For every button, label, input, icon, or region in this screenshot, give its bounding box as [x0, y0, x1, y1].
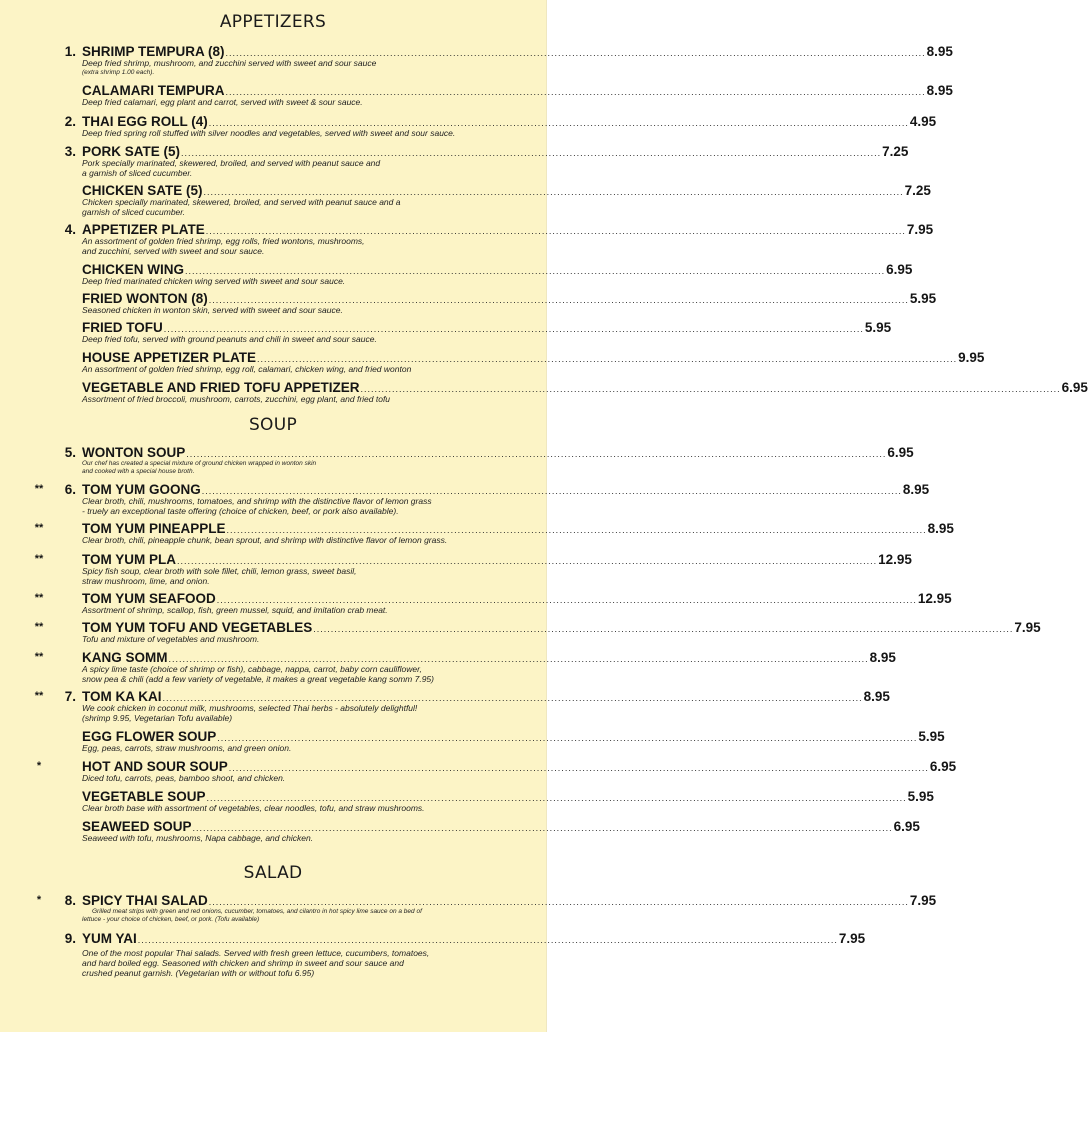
dot-leader: ........................................................................................................................................................................................................	[206, 793, 907, 803]
item-description: Pork specially marinated, skewered, broiled, and served with peanut sauce and	[82, 158, 381, 168]
dot-leader: ........................................................................................................................................................................................................	[313, 624, 1014, 634]
item-number: 9.	[64, 931, 76, 946]
item-description: Deep fried marinated chicken wing served with sweet and sour sauce.	[82, 276, 346, 286]
item-name: KANG SOMM	[82, 650, 168, 665]
item-description: Deep fried spring roll stuffed with silver noodles and vegetables, served with sweet and sour sauce.	[82, 128, 456, 138]
section-title-salad: SALAD	[243, 863, 303, 883]
item-price: 7.95	[906, 222, 934, 237]
item-title-row	[82, 893, 937, 909]
item-name: FRIED WONTON (8)	[82, 291, 208, 306]
item-price: 6.95	[929, 759, 957, 774]
item-name: VEGETABLE SOUP	[82, 789, 206, 804]
dot-leader: ........................................................................................................................................................................................................	[208, 897, 909, 907]
item-title-row	[82, 445, 914, 461]
item-price: 5.95	[864, 320, 892, 335]
dot-leader: ........................................................................................................................................................................................................	[163, 324, 864, 334]
dot-leader: ........................................................................................................................................................................................................	[177, 556, 878, 566]
item-price: 5.95	[909, 291, 937, 306]
item-name: EGG FLOWER SOUP	[82, 729, 217, 744]
item-description: Our chef has created a special mixture of ground chicken wrapped in wonton skin	[82, 460, 317, 467]
item-description-line2: garnish of sliced cucumber.	[82, 207, 186, 217]
item-price: 7.95	[1014, 620, 1041, 635]
item-price: 5.95	[907, 789, 934, 804]
item-name: VEGETABLE AND FRIED TOFU APPETIZER	[82, 380, 360, 395]
item-price: 7.25	[904, 183, 931, 198]
spicy-marker: *	[36, 894, 42, 906]
spicy-marker: **	[34, 592, 44, 604]
item-price: 6.95	[1061, 380, 1088, 395]
dot-leader: ........................................................................................................................................................................................................	[137, 935, 838, 945]
item-description: An assortment of golden fried shrimp, egg roll, calamari, chicken wing, and fried wonton	[82, 364, 412, 374]
item-name: CALAMARI TEMPURA	[82, 83, 225, 98]
item-description: Deep fried shrimp, mushroom, and zucchini served with sweet and sour sauce	[82, 58, 377, 68]
item-name: FRIED TOFU	[82, 320, 163, 335]
item-description: Deep fried calamari, egg plant and carrot, served with sweet & sour sauce.	[82, 97, 363, 107]
item-price: 8.95	[902, 482, 930, 497]
item-name: TOM YUM TOFU AND VEGETABLES	[82, 620, 313, 635]
item-description: We cook chicken in coconut milk, mushrooms, selected Thai herbs - absolutely delightful!	[82, 703, 418, 713]
item-price: 7.95	[838, 931, 866, 946]
dot-leader: ........................................................................................................................................................................................................	[192, 823, 893, 833]
item-description-line2: and zucchini, served with sweet and sour sauce.	[82, 246, 265, 256]
item-name: HOUSE APPETIZER PLATE	[82, 350, 257, 365]
spicy-marker: **	[34, 483, 44, 495]
item-name: SEAWEED SOUP	[82, 819, 192, 834]
dot-leader: ........................................................................................................................................................................................................	[257, 354, 958, 364]
dot-leader: ........................................................................................................................................................................................................	[181, 148, 882, 158]
item-note: (extra shrimp 1.00 each).	[82, 69, 155, 76]
dot-leader: ........................................................................................................................................................................................................	[216, 595, 917, 605]
item-name: APPETIZER PLATE	[82, 222, 205, 237]
item-description: A spicy lime taste (choice of shrimp or fish), cabbage, nappa, carrot, baby corn cauliflower,	[82, 664, 422, 674]
item-name: TOM KA KAI	[82, 689, 162, 704]
dot-leader: ........................................................................................................................................................................................................	[168, 654, 869, 664]
item-description: An assortment of golden fried shrimp, egg rolls, fried wontons, mushrooms,	[82, 236, 365, 246]
dot-leader: ........................................................................................................................................................................................................	[225, 48, 926, 58]
item-description: Chicken specially marinated, skewered, broiled, and served with peanut sauce and a	[82, 197, 401, 207]
item-description: Clear broth base with assortment of vegetables, clear noodles, tofu, and straw mushrooms.	[82, 803, 425, 813]
item-number: 3.	[64, 144, 76, 159]
spicy-marker: *	[36, 760, 42, 772]
item-description: One of the most popular Thai salads. Served with fresh green lettuce, cucumbers, tomatoes,	[82, 948, 430, 958]
item-name: WONTON SOUP	[82, 445, 186, 460]
item-price: 8.95	[869, 650, 896, 665]
item-price: 8.95	[926, 44, 953, 59]
dot-leader: ........................................................................................................................................................................................................	[203, 187, 904, 197]
item-number: 5.	[64, 445, 76, 460]
item-description: Clear broth, chili, mushrooms, tomatoes, and shrimp with the distinctive flavor of lemon grass	[82, 496, 432, 506]
item-description: Diced tofu, carrots, peas, bamboo shoot, and chicken.	[82, 773, 286, 783]
item-name: TOM YUM SEAFOOD	[82, 591, 216, 606]
dot-leader: ........................................................................................................................................................................................................	[201, 486, 902, 496]
item-description: Egg, peas, carrots, straw mushrooms, and green onion.	[82, 743, 292, 753]
item-price: 12.95	[917, 591, 952, 606]
spicy-marker: **	[34, 553, 44, 565]
item-number: 6.	[64, 482, 76, 497]
item-name: TOM YUM PINEAPPLE	[82, 521, 226, 536]
item-description: Tofu and mixture of vegetables and mushroom.	[82, 634, 260, 644]
item-number: 8.	[64, 893, 76, 908]
dot-leader: ........................................................................................................................................................................................................	[217, 733, 918, 743]
item-description-line2: snow pea & chili (add a few variety of vegetable, it makes a great vegetable kang somm 7.95)	[82, 674, 434, 684]
item-description-line2: - truely an exceptional taste offering (choice of chicken, beef, or pork also available).	[82, 506, 399, 516]
item-description: Deep fried tofu, served with ground peanuts and chili in sweet and sour sauce.	[82, 334, 377, 344]
item-name: SPICY THAI SALAD	[82, 893, 208, 908]
item-price: 12.95	[878, 552, 912, 567]
section-title-soup: SOUP	[248, 415, 298, 435]
item-price: 7.95	[909, 893, 937, 908]
item-name: SHRIMP TEMPURA (8)	[82, 44, 225, 59]
item-description: Spicy fish soup, clear broth with sole fillet, chili, lemon grass, sweet basil,	[82, 566, 357, 576]
item-description-line2: (shrimp 9.95, Vegetarian Tofu available)	[82, 713, 233, 723]
item-title-row	[82, 931, 866, 947]
item-price: 8.95	[927, 521, 954, 536]
item-number: 7.	[64, 689, 76, 704]
item-description: Assortment of fried broccoli, mushroom, carrots, zucchini, egg plant, and fried tofu	[82, 394, 391, 404]
item-description-line2: a garnish of sliced cucumber.	[82, 168, 193, 178]
section-title-appetizers: APPETIZERS	[219, 12, 327, 32]
item-description-line2: straw mushroom, lime, and onion.	[82, 576, 210, 586]
dot-leader: ........................................................................................................................................................................................................	[226, 525, 927, 535]
item-description: Grilled meat strips with green and red onions, cucumber, tomatoes, and cilantro in hot spicy lime sauce on a bed of	[92, 908, 422, 915]
item-price: 9.95	[958, 350, 985, 365]
dot-leader: ........................................................................................................................................................................................................	[162, 693, 863, 703]
item-price: 6.95	[886, 262, 913, 277]
item-price: 6.95	[887, 445, 914, 460]
item-price: 8.95	[863, 689, 890, 704]
item-number: 2.	[64, 114, 76, 129]
item-price: 6.95	[893, 819, 920, 834]
item-description-line2: and cooked with a special house broth.	[82, 468, 195, 475]
item-name: TOM YUM GOONG	[82, 482, 201, 497]
spicy-marker: **	[34, 690, 44, 702]
dot-leader: ........................................................................................................................................................................................................	[186, 449, 887, 459]
dot-leader: ........................................................................................................................................................................................................	[208, 118, 909, 128]
item-name: THAI EGG ROLL (4)	[82, 114, 208, 129]
dot-leader: ........................................................................................................................................................................................................	[185, 266, 886, 276]
item-name: YUM YAI	[82, 931, 137, 946]
item-description-line2: lettuce - your choice of chicken, beef, or pork. (Tofu available)	[82, 916, 260, 923]
dot-leader: ........................................................................................................................................................................................................	[225, 87, 926, 97]
item-price: 4.95	[909, 114, 937, 129]
item-name: PORK SATE (5)	[82, 144, 181, 159]
item-price: 8.95	[926, 83, 953, 98]
item-name: CHICKEN WING	[82, 262, 184, 277]
spicy-marker: **	[34, 651, 44, 663]
item-number: 4.	[64, 222, 76, 237]
item-description: Seasoned chicken in wonton skin, served with sweet and sour sauce.	[82, 305, 343, 315]
item-description: Clear broth, chili, pineapple chunk, bean sprout, and shrimp with distinctive flavor of lemon grass.	[82, 535, 448, 545]
item-description-line3: crushed peanut garnish. (Vegetarian with or without tofu 6.95)	[82, 968, 315, 978]
item-number: 1.	[64, 44, 76, 59]
item-description: Assortment of shrimp, scallop, fish, green mussel, squid, and imitation crab meat.	[82, 605, 388, 615]
item-description: Seaweed with tofu, mushrooms, Napa cabbage, and chicken.	[82, 833, 314, 843]
item-price: 7.25	[882, 144, 909, 159]
item-description-line2: and hard boiled egg. Seasoned with chicken and shrimp in sweet and sour sauce and	[82, 958, 404, 968]
item-price: 5.95	[918, 729, 945, 744]
dot-leader: ........................................................................................................................................................................................................	[208, 295, 909, 305]
spicy-marker: **	[34, 621, 44, 633]
dot-leader: ........................................................................................................................................................................................................	[228, 763, 929, 773]
item-name: HOT AND SOUR SOUP	[82, 759, 228, 774]
item-name: TOM YUM PLA	[82, 552, 177, 567]
dot-leader: ........................................................................................................................................................................................................	[360, 384, 1061, 394]
item-name: CHICKEN SATE (5)	[82, 183, 203, 198]
spicy-marker: **	[34, 522, 44, 534]
dot-leader: ........................................................................................................................................................................................................	[205, 226, 906, 236]
